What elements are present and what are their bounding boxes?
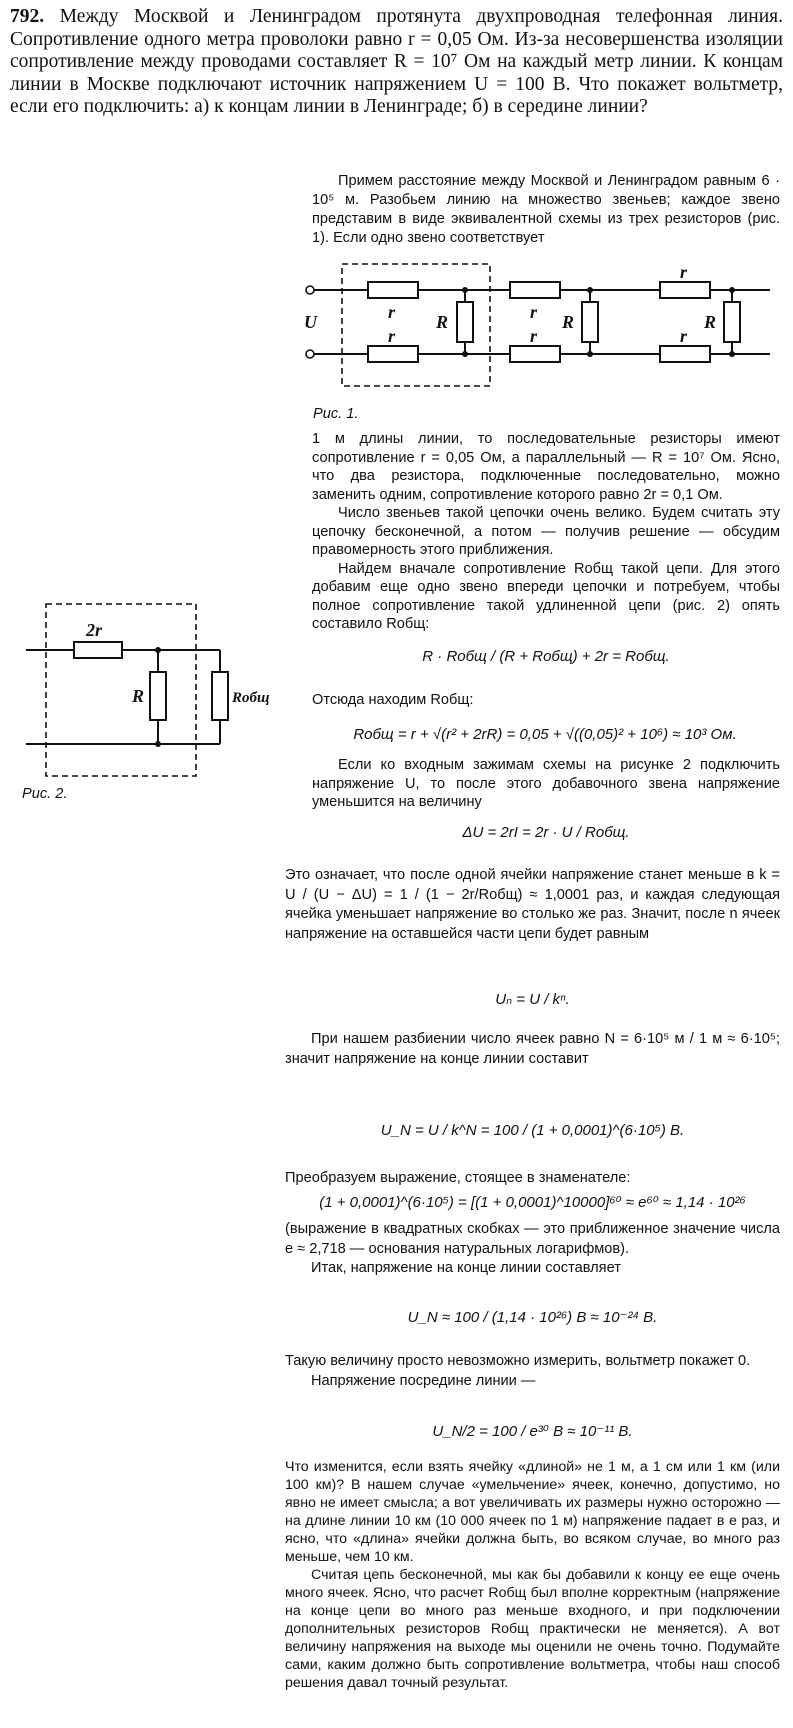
equation-delta-u: ΔU = 2rI = 2r · U / Rобщ. (462, 824, 630, 841)
fig1-label-R: R (704, 312, 717, 332)
solution-p9: Преобразуем выражение, стоящее в знаменателе: (285, 1170, 631, 1186)
fig1-label-r: r (530, 302, 538, 322)
figure-1-circuit (300, 262, 780, 392)
solution-final: Что изменится, если взять ячейку «длиной» не 1 м, а 1 см или 1 км (или 100 км)? В нашем случае «умельчение» ячеек, конечно, допустимо, но явно не имеет смысла; а вот увеличивать их размеры нужно осторожно — на длине линии 10 км (10 000 ячеек по 1 м) напряжение падает в e раз, и ясно, что «длина» ячейки должна быть, во всяком случае, во много раз меньше, чем 10 км. Считая цепь бесконечной, мы как бы добавили к концу ее еще очень много ячеек. Ясно, что расчет Rобщ был вполне корректным (напряжение на конце цепи во много раз меньше входного, и при подключении дополнительных резисторов Rобщ практически не меняется). А вот величину напряжения на выходе мы оценили не очень точно. Подумайте сами, каким должно быть сопротивление вольтметра, чтобы наш способ решения давал точный результат. (285, 1459, 780, 1691)
problem-number: 792. (10, 6, 45, 27)
parallel-resistors (457, 290, 740, 354)
solution-intro: Примем расстояние между Москвой и Ленинградом равным 6 · 10⁵ м. Разобьем линию на множество звеньев; каждое звено представим в виде эквивалентной схемы из трех резисторов (рис. 1). Если одно звено соответствует (312, 173, 780, 246)
equation-un-end: U_N = U / k^N = 100 / (1 + 0,0001)^(6·10⁵) В. (380, 1122, 685, 1139)
fig1-label-U: U (304, 312, 317, 332)
figure-2-caption: Рис. 2. (22, 786, 68, 802)
fig2-label-R: R (132, 686, 145, 706)
solution-p5: Отсюда находим Rобщ: (312, 692, 474, 708)
solution-column-bottom: Это означает, что после одной ячейки напряжение станет меньше в k = U / (U − ΔU) = 1 / (1 − 2r/Rобщ) ≈ 1,0001 раз, и каждая следующая ячейка уменьшает напряжение во столько же раз. Значит, после n ячеек напряжение на оставшейся части цепи будет равным (285, 867, 780, 942)
figure-1-caption: Рис. 1. (313, 406, 359, 422)
fig1-label-R: R (436, 312, 449, 332)
series-resistors (368, 282, 710, 362)
fig1-label-R: R (562, 312, 575, 332)
equation-denominator: (1 + 0,0001)^(6·10⁵) = [(1 + 0,0001)^10000]⁶⁰ ≈ e⁶⁰ ≈ 1,14 · 10²⁶ (319, 1194, 746, 1211)
solution-p6: Если ко входным зажимам схемы на рисунке 2 подключить напряжение U, то после этого добавочного звена напряжение уменьшится на величину (312, 757, 780, 810)
fig2-parallel-resistor (150, 672, 166, 720)
solution-p8: При нашем разбиении число ячеек равно N = 6·10⁵ м / 1 м ≈ 6·10⁵; значит напряжение на конце линии составит (285, 1031, 780, 1067)
equation-rtot-result: Rобщ = r + √(r² + 2rR) = 0,05 + √((0,05)² + 10⁶) ≈ 10³ Ом. (353, 726, 737, 743)
solution-column-top: 1 м длины линии, то последовательные резисторы имеют сопротивление r = 0,05 Ом, а параллельный — R = 10⁷ Ом. Ясно, что два резистора, подключенные последовательно, можно заменить одним, сопротивление которого равно 2r = 0,1 Ом. Число звеньев такой цепочки очень велико. Будем считать эту цепочку бесконечной, а потом — получив решение — обсудим правомерность этого приближения. Найдем вначале сопротивление Rобщ такой цепи. Для этого добавим еще одно звено впереди цепочки и потребуем, чтобы полное сопротивление такой удлиненной цепи (рис. 2) опять составило Rобщ: (312, 431, 780, 632)
fig2-label-2r: 2r (86, 620, 103, 640)
fig1-label-r: r (680, 262, 688, 282)
problem-text: 792. Между Москвой и Ленинградом протянута двухпроводная телефонная линия. Сопротивление одного метра проволоки равно r = 0,05 Ом. Из-за несовершенства изоляции сопротивление между проводами составляет R = 10⁷ Ом на каждый метр линии. К концам линии в Москве подключают источник напряжением U = 100 В. Что покажет вольтметр, если его подключить: а) к концам линии в Ленинграде; б) в середине линии? (10, 6, 784, 117)
fig2-label-Rtot: Rобщ (232, 690, 270, 706)
equation-un-approx: U_N ≈ 100 / (1,14 · 10²⁶) В ≈ 10⁻²⁴ В. (407, 1309, 658, 1326)
fig1-label-r: r (388, 302, 396, 322)
equation-rtot: R · Rобщ / (R + Rобщ) + 2r = Rобщ. (422, 648, 670, 665)
equation-un: Uₙ = U / kⁿ. (495, 991, 570, 1008)
fig2-load-resistor (212, 672, 228, 720)
fig2-series-resistor (74, 642, 122, 658)
fig1-label-r: r (388, 326, 396, 346)
problem-statement (10, 6, 783, 119)
fig1-label-r: r (680, 326, 688, 346)
solution-p10-p11: (выражение в квадратных скобках — это приближенное значение числа e ≈ 2,718 — основания натуральных логарифмов). Итак, напряжение на конце линии составляет (285, 1221, 780, 1276)
fig1-label-r: r (530, 326, 538, 346)
solution-p12-p13: Такую величину просто невозможно измерить, вольтметр покажет 0. Напряжение посредине линии — (285, 1353, 751, 1389)
equation-u-half: U_N/2 = 100 / e³⁰ В ≈ 10⁻¹¹ В. (432, 1423, 633, 1440)
figure-2-circuit (20, 600, 290, 780)
